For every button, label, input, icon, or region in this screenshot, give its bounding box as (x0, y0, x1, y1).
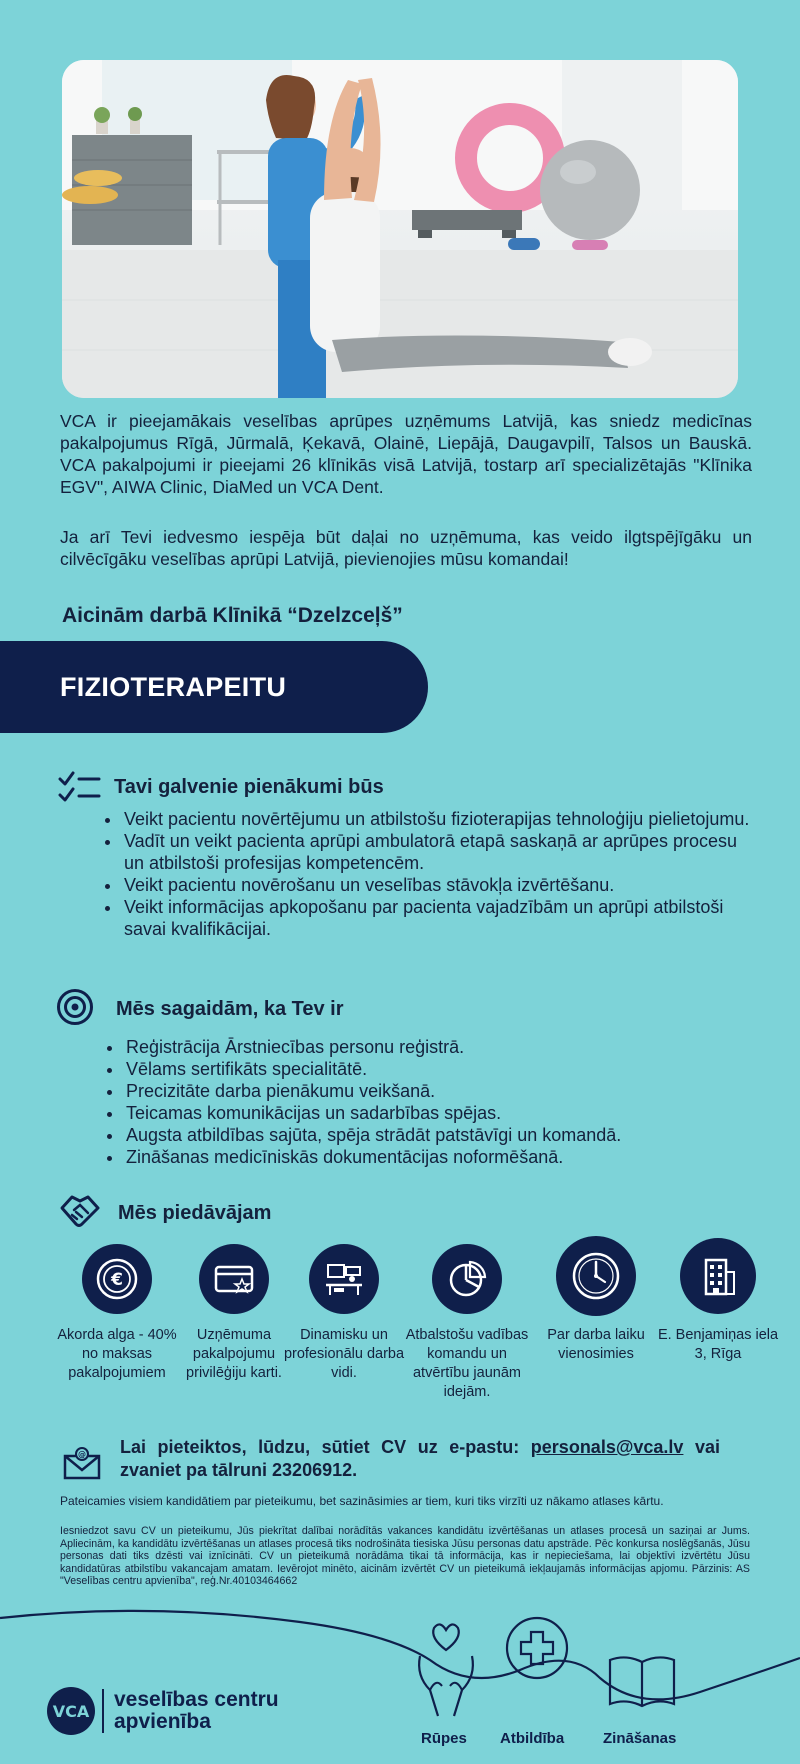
list-item: • Reģistrācija Ārstniecības personu reģistrā. (124, 1036, 764, 1058)
brand-name-line2: apvienība (114, 1710, 211, 1733)
mail-icon (62, 1446, 102, 1480)
pie-chart-icon (445, 1257, 489, 1301)
requirements-list (104, 1036, 764, 1168)
duties-list (102, 808, 754, 940)
offer-title: Mēs piedāvājam (118, 1202, 272, 1224)
value-responsibility: Atbildība (500, 1730, 565, 1747)
list-item: • Veikt pacientu novērošanu un veselības stāvokļa izvērtēšanu. (122, 874, 754, 896)
handshake-icon (58, 1192, 102, 1228)
svg-text:@: @ (78, 1450, 86, 1459)
list-item: • Vēlams sertifikāts specialitātē. (124, 1058, 764, 1080)
value-knowledge: Zināšanas (603, 1730, 677, 1747)
list-item: • Precizitāte darba pienākumu veikšanā. (124, 1080, 764, 1102)
benefit-label-card: Uzņēmuma pakalpojumu privilēģiju karti. (186, 1327, 282, 1381)
benefit-label-management: Atbalstošu vadības komandu un atvērtību jaunām idejām. (405, 1327, 529, 1400)
brand-divider (102, 1689, 104, 1733)
intro-paragraph-join: Ja arī Tevi iedvesmo iespēja būt daļai no uzņēmuma, kas veido ilgtspējīgāku un cilvēcīgāku veselības aprūpi Latvijā, pievienojies mūsu komandai! (60, 527, 752, 569)
intro-paragraph-company: VCA ir pieejamākais veselības aprūpes uzņēmums Latvijā, kas sniedz medicīnas pakalpojumus Rīgā, Jūrmalā, Ķekavā, Olainē, Liepājā, Daugavpilī, Talsos un Bauskā. VCA pakalpojumi ir pieejami 26 klīnikās visā Latvijā, tostarp arī specializētajās "Klīnika EGV", AIWA Clinic, DiaMed un VCA Dent. (60, 411, 752, 497)
benefit-workspace (309, 1244, 379, 1314)
benefit-salary (82, 1244, 152, 1314)
benefit-label-location: E. Benjamiņas iela 3, Rīga (657, 1327, 779, 1362)
benefit-label-workspace: Dinamisku un profesionālu darba vidi. (283, 1327, 405, 1381)
hero-photo (62, 60, 738, 398)
invite-heading: Aicinām darbā Klīnikā “Dzelzceļš” (62, 604, 403, 627)
apply-text-before: Lai pieteiktos, lūdzu, sūtiet CV uz e-pastu: (120, 1437, 531, 1457)
position-title: FIZIOTERAPEITU (60, 671, 287, 702)
brand-logo (46, 1686, 279, 1736)
svg-text:VCA: VCA (52, 1702, 90, 1721)
privacy-notice: Iesniedzot savu CV un pieteikumu, Jūs piekrītat dalībai norādītās vakances kandidātu izvērtēšanas un atlases procesā un saziņai ar Jums. Apliecinām, ka kandidātu izvērtēšanas un atlases procesā tiks nodrošināta tiesiska Jūsu personas datu apstrāde. Pēc konkursa noslēgšanās, Jūsu personas dati tiks dzēsti vai iznīcināti. CV un pieteikumā norādāma tikai tā informācija, kas ir nepieciešama, lai objektīvi izvērtētu Jūsu kandidatūras atbilstību vakancajam amatam. Ievērojot minēto, aicinām izvērtēt CV un pieteikumā iekļaujamās informācijas apjomu. Pārzinis: AS "Veselības centru apvienība", reģ.Nr.40103464662 (60, 1525, 750, 1588)
brand-name (114, 1689, 279, 1733)
workspace-icon (322, 1257, 366, 1301)
position-banner (0, 641, 428, 733)
brand-name-line1: veselības centru (114, 1688, 279, 1711)
duties-title: Tavi galvenie pienākumi būs (114, 776, 384, 798)
card-star-icon (212, 1257, 256, 1301)
medical-cross-icon (502, 1612, 572, 1692)
apply-text (120, 1436, 720, 1482)
benefit-card (199, 1244, 269, 1314)
euro-coin-icon (95, 1257, 139, 1301)
list-item: • Veikt informācijas apkopošanu par pacienta vajadzībām un aprūpi atbilstoši savai kvalifikācijai. (122, 896, 754, 940)
requirements-title: Mēs sagaidām, ka Tev ir (116, 998, 344, 1020)
email-link[interactable]: personals@vca.lv (530, 1437, 684, 1457)
caring-hands-heart-icon (412, 1616, 480, 1720)
building-icon (696, 1254, 740, 1298)
list-item: • Vadīt un veikt pacienta aprūpi ambulatorā etapā saskaņā ar aprūpes procesu un atbilstoši profesijas kompetencēm. (122, 830, 754, 874)
value-care: Rūpes (421, 1730, 467, 1747)
list-item: • Augsta atbildības sajūta, spēja strādāt patstāvīgi un komandā. (124, 1124, 764, 1146)
physio-scene-illustration (62, 60, 738, 398)
open-book-icon (604, 1650, 680, 1710)
clock-icon (569, 1249, 623, 1303)
vca-logo-mark (46, 1686, 96, 1736)
svg-text:€: € (111, 1270, 123, 1290)
benefit-location (680, 1238, 756, 1314)
benefit-management (432, 1244, 502, 1314)
checklist-icon (58, 770, 102, 804)
list-item: • Veikt pacientu novērtējumu un atbilstošu fizioterapijas tehnoloģiju pielietojumu. (122, 808, 754, 830)
apply-text-after: vai zvaniet pa tālruni 23206912. (120, 1437, 720, 1480)
footer-wave-decoration (0, 1600, 800, 1764)
benefit-label-salary: Akorda alga - 40% no maksas pakalpojumiem (57, 1327, 177, 1381)
list-item: • Zināšanas medicīniskās dokumentācijas noformēšanā. (124, 1146, 764, 1168)
list-item: • Teicamas komunikācijas un sadarbības spējas. (124, 1102, 764, 1124)
thanks-note: Pateicamies visiem kandidātiem par pieteikumu, bet sazināsimies ar tiem, kuri tiks virzīti uz nākamo atlases kārtu. (60, 1494, 664, 1508)
benefit-label-hours: Par darba laiku vienosimies (547, 1327, 645, 1362)
target-icon (56, 988, 94, 1026)
benefit-hours (556, 1236, 636, 1316)
